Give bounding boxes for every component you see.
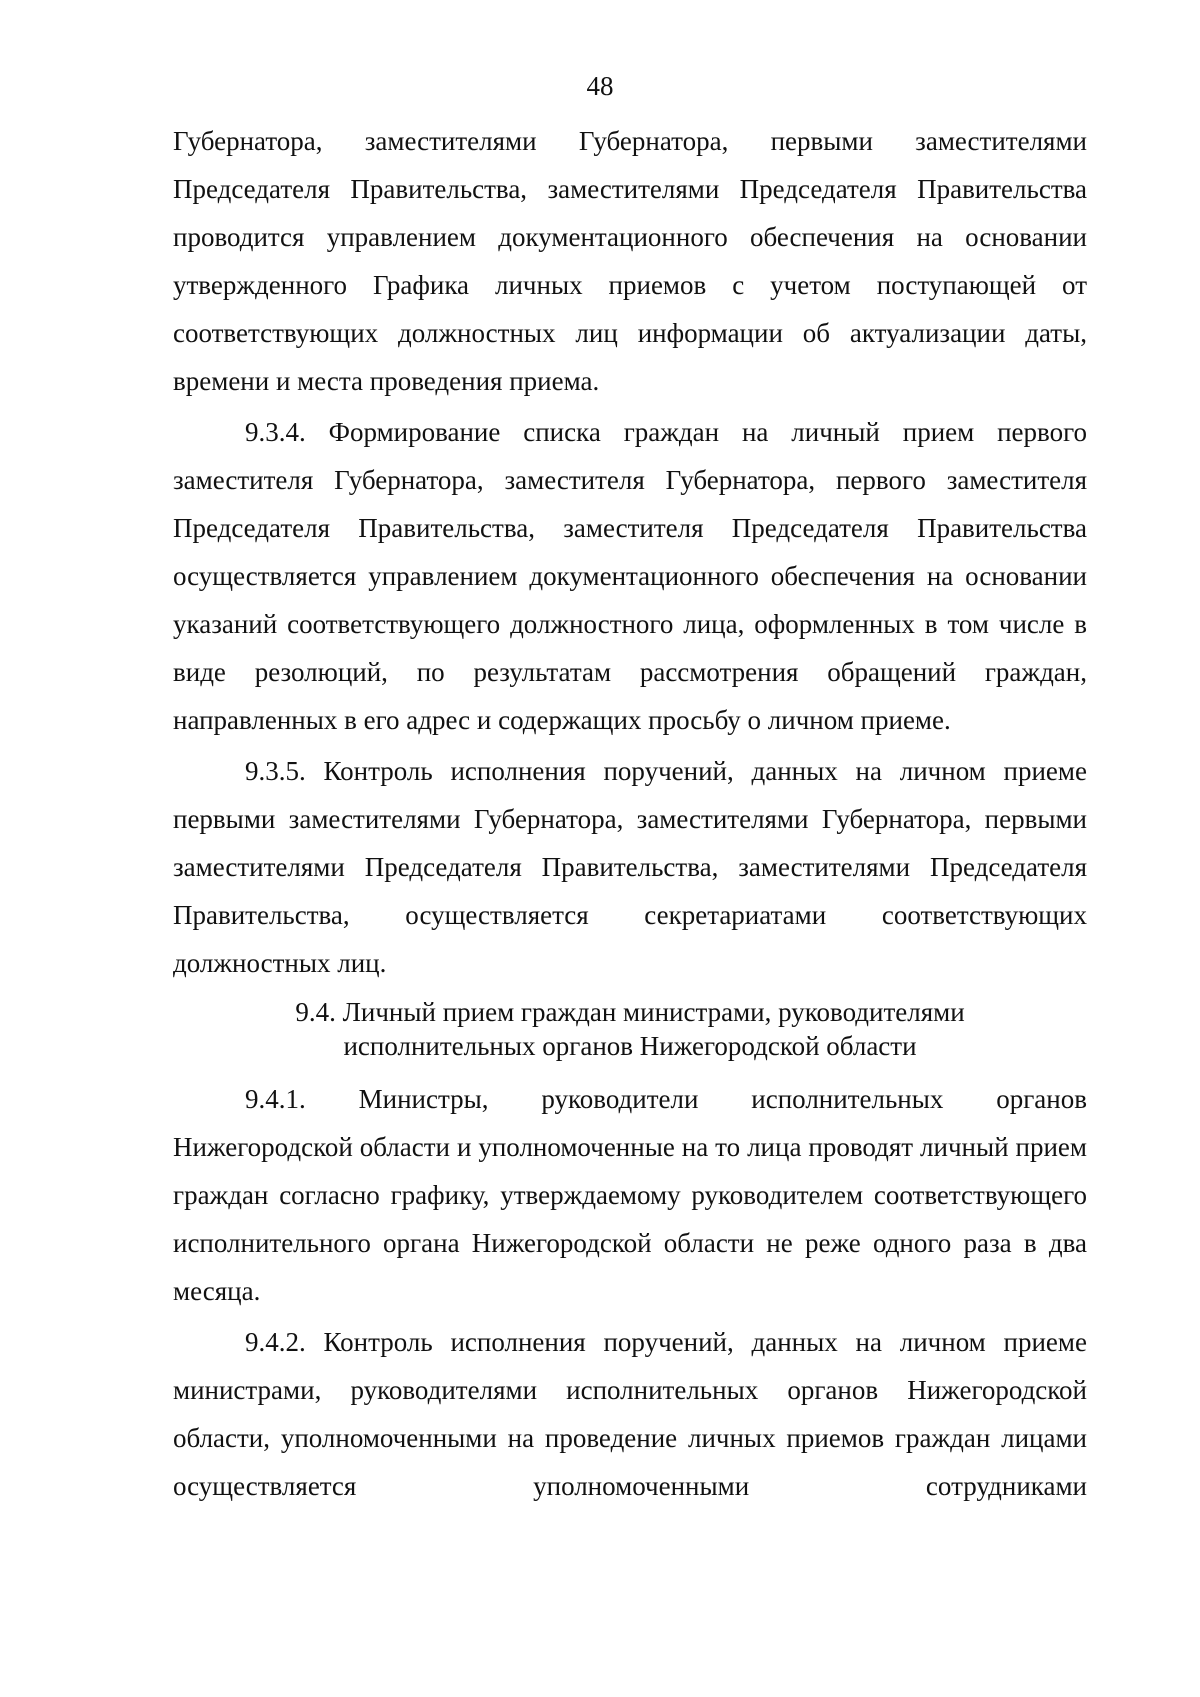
paragraph-9-4-1: 9.4.1. Министры, руководители исполнительных органов Нижегородской области и уполномоченные на то лица проводят личный прием граждан согласно графику, утверждаемому руководителем соответствующего исполнительного органа Нижегородской области не реже одного раза в два месяца. [173,1084,1087,1306]
document-body [173,117,1087,1510]
paragraph-9-3-5: 9.3.5. Контроль исполнения поручений, данных на личном приеме первыми заместителями Губернатора, заместителями Губернатора, первыми заместителями Председателя Правительства, заместителями Председателя Правительства, осуществляется секретариатами соответствующих должностных лиц. [173,756,1087,978]
paragraph-continuation: Губернатора, заместителями Губернатора, первыми заместителями Председателя Правительства, заместителями Председателя Правительства проводится управлением документационного обеспечения на основании утвержденного Графика личных приемов с учетом поступающей от соответствующих должностных лиц информации об актуализации даты, времени и места проведения приема. [173,126,1087,396]
paragraph-9-4-2: 9.4.2. Контроль исполнения поручений, данных на личном приеме министрами, руководителями исполнительных органов Нижегородской области, уполномоченными на проведение личных приемов граждан лицами осуществляется уполномоченными сотрудниками [173,1327,1087,1501]
paragraph-9-3-4: 9.3.4. Формирование списка граждан на личный прием первого заместителя Губернатора, заместителя Губернатора, первого заместителя Председателя Правительства, заместителя Председателя Правительства осуществляется управлением документационного обеспечения на основании указаний соответствующего должностного лица, оформленных в том числе в виде резолюций, по результатам рассмотрения обращений граждан, направленных в его адрес и содержащих просьбу о личном приеме. [173,417,1087,735]
section-heading-line-1: 9.4. Личный прием граждан министрами, руководителями [295,997,965,1027]
page-number: 48 [586,71,614,101]
section-heading-line-2: исполнительных органов Нижегородской области [343,1031,917,1061]
section-heading-9-4 [173,995,1087,1063]
